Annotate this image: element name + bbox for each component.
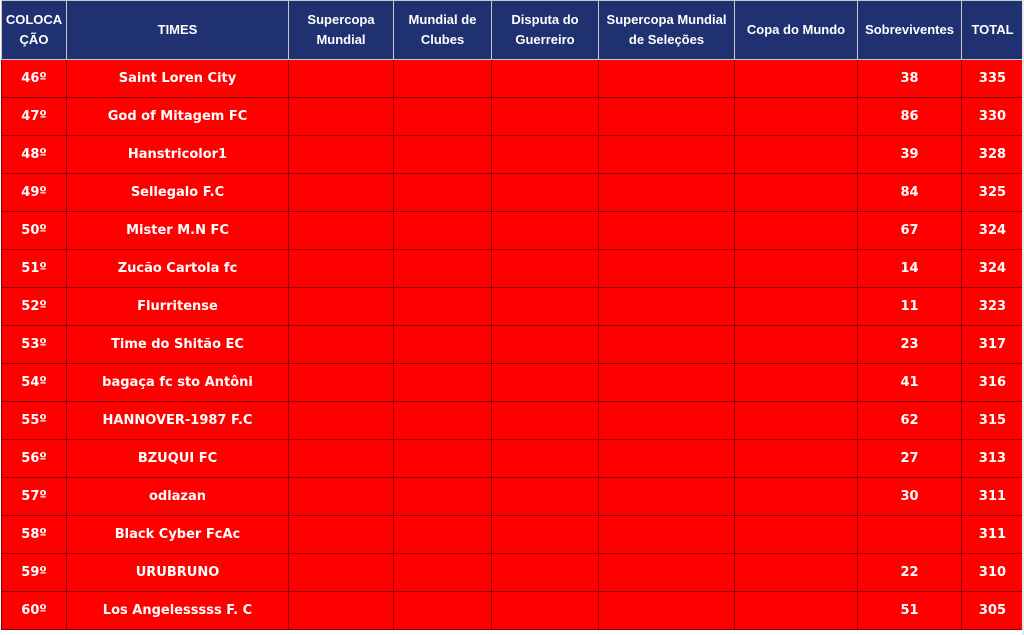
mundial-clubes-cell <box>394 440 492 478</box>
disputa-guerreiro-cell <box>492 136 599 174</box>
supercopa-mundial-cell <box>289 174 394 212</box>
mundial-clubes-cell <box>394 288 492 326</box>
copa-mundo-cell <box>735 174 858 212</box>
supercopa-selecoes-cell <box>599 98 735 136</box>
team-name-cell: Hanstricolor1 <box>67 136 289 174</box>
mundial-clubes-cell <box>394 250 492 288</box>
total-cell: 313 <box>962 440 1024 478</box>
disputa-guerreiro-cell <box>492 402 599 440</box>
disputa-guerreiro-cell <box>492 592 599 630</box>
supercopa-mundial-cell <box>289 478 394 516</box>
header-mundial-clubes: Mundial de Clubes <box>394 1 492 60</box>
total-cell: 317 <box>962 326 1024 364</box>
supercopa-mundial-cell <box>289 136 394 174</box>
table-row <box>2 516 1024 554</box>
header-sobreviventes: Sobreviventes <box>858 1 962 60</box>
supercopa-mundial-cell <box>289 98 394 136</box>
team-name-cell: URUBRUNO <box>67 554 289 592</box>
total-cell: 325 <box>962 174 1024 212</box>
copa-mundo-cell <box>735 136 858 174</box>
total-cell: 305 <box>962 592 1024 630</box>
mundial-clubes-cell <box>394 60 492 98</box>
disputa-guerreiro-cell <box>492 478 599 516</box>
mundial-clubes-cell <box>394 98 492 136</box>
supercopa-selecoes-cell <box>599 326 735 364</box>
total-cell: 311 <box>962 516 1024 554</box>
copa-mundo-cell <box>735 60 858 98</box>
supercopa-selecoes-cell <box>599 516 735 554</box>
header-total: TOTAL <box>962 1 1024 60</box>
copa-mundo-cell <box>735 212 858 250</box>
copa-mundo-cell <box>735 516 858 554</box>
sobreviventes-cell: 30 <box>858 478 962 516</box>
copa-mundo-cell <box>735 326 858 364</box>
position-cell: 55º <box>2 402 67 440</box>
team-name-cell: Zucão Cartola fc <box>67 250 289 288</box>
supercopa-selecoes-cell <box>599 592 735 630</box>
position-cell: 56º <box>2 440 67 478</box>
total-cell: 335 <box>962 60 1024 98</box>
mundial-clubes-cell <box>394 592 492 630</box>
supercopa-selecoes-cell <box>599 212 735 250</box>
supercopa-mundial-cell <box>289 440 394 478</box>
sobreviventes-cell <box>858 516 962 554</box>
team-name-cell: Sellegalo F.C <box>67 174 289 212</box>
supercopa-selecoes-cell <box>599 250 735 288</box>
position-cell: 46º <box>2 60 67 98</box>
copa-mundo-cell <box>735 364 858 402</box>
sobreviventes-cell: 41 <box>858 364 962 402</box>
position-cell: 47º <box>2 98 67 136</box>
disputa-guerreiro-cell <box>492 554 599 592</box>
header-row <box>2 1 1024 60</box>
sobreviventes-cell: 62 <box>858 402 962 440</box>
copa-mundo-cell <box>735 554 858 592</box>
disputa-guerreiro-cell <box>492 250 599 288</box>
disputa-guerreiro-cell <box>492 174 599 212</box>
table-row <box>2 364 1024 402</box>
position-cell: 48º <box>2 136 67 174</box>
supercopa-mundial-cell <box>289 402 394 440</box>
position-cell: 60º <box>2 592 67 630</box>
mundial-clubes-cell <box>394 478 492 516</box>
mundial-clubes-cell <box>394 402 492 440</box>
total-cell: 324 <box>962 250 1024 288</box>
team-name-cell: BZUQUI FC <box>67 440 289 478</box>
mundial-clubes-cell <box>394 364 492 402</box>
supercopa-selecoes-cell <box>599 440 735 478</box>
mundial-clubes-cell <box>394 554 492 592</box>
team-name-cell: HANNOVER-1987 F.C <box>67 402 289 440</box>
supercopa-mundial-cell <box>289 60 394 98</box>
sobreviventes-cell: 14 <box>858 250 962 288</box>
mundial-clubes-cell <box>394 136 492 174</box>
total-cell: 311 <box>962 478 1024 516</box>
disputa-guerreiro-cell <box>492 98 599 136</box>
position-cell: 51º <box>2 250 67 288</box>
supercopa-selecoes-cell <box>599 60 735 98</box>
header-colocacao: COLOCA ÇÃO <box>2 1 67 60</box>
disputa-guerreiro-cell <box>492 326 599 364</box>
team-name-cell: Mister M.N FC <box>67 212 289 250</box>
table-row <box>2 554 1024 592</box>
team-name-cell: odlazan <box>67 478 289 516</box>
table-row <box>2 250 1024 288</box>
position-cell: 52º <box>2 288 67 326</box>
supercopa-mundial-cell <box>289 554 394 592</box>
team-name-cell: Time do Shitão EC <box>67 326 289 364</box>
table-row <box>2 174 1024 212</box>
disputa-guerreiro-cell <box>492 60 599 98</box>
sobreviventes-cell: 39 <box>858 136 962 174</box>
copa-mundo-cell <box>735 250 858 288</box>
supercopa-selecoes-cell <box>599 364 735 402</box>
sobreviventes-cell: 11 <box>858 288 962 326</box>
sobreviventes-cell: 38 <box>858 60 962 98</box>
mundial-clubes-cell <box>394 516 492 554</box>
copa-mundo-cell <box>735 592 858 630</box>
sobreviventes-cell: 23 <box>858 326 962 364</box>
position-cell: 53º <box>2 326 67 364</box>
supercopa-mundial-cell <box>289 516 394 554</box>
header-times: TIMES <box>67 1 289 60</box>
supercopa-mundial-cell <box>289 250 394 288</box>
team-name-cell: Los Angelesssss F. C <box>67 592 289 630</box>
position-cell: 49º <box>2 174 67 212</box>
supercopa-selecoes-cell <box>599 402 735 440</box>
supercopa-selecoes-cell <box>599 174 735 212</box>
disputa-guerreiro-cell <box>492 212 599 250</box>
disputa-guerreiro-cell <box>492 440 599 478</box>
sobreviventes-cell: 27 <box>858 440 962 478</box>
disputa-guerreiro-cell <box>492 516 599 554</box>
supercopa-selecoes-cell <box>599 478 735 516</box>
table-row <box>2 402 1024 440</box>
position-cell: 57º <box>2 478 67 516</box>
supercopa-selecoes-cell <box>599 288 735 326</box>
copa-mundo-cell <box>735 440 858 478</box>
table-row <box>2 98 1024 136</box>
sobreviventes-cell: 84 <box>858 174 962 212</box>
supercopa-mundial-cell <box>289 364 394 402</box>
supercopa-selecoes-cell <box>599 136 735 174</box>
table-row <box>2 440 1024 478</box>
position-cell: 50º <box>2 212 67 250</box>
table-row <box>2 288 1024 326</box>
position-cell: 59º <box>2 554 67 592</box>
mundial-clubes-cell <box>394 212 492 250</box>
disputa-guerreiro-cell <box>492 288 599 326</box>
sobreviventes-cell: 22 <box>858 554 962 592</box>
team-name-cell: Flurritense <box>67 288 289 326</box>
team-name-cell: bagaça fc sto Antôni <box>67 364 289 402</box>
table-row <box>2 592 1024 630</box>
header-supercopa-selecoes: Supercopa Mundial de Seleções <box>599 1 735 60</box>
supercopa-mundial-cell <box>289 326 394 364</box>
total-cell: 310 <box>962 554 1024 592</box>
mundial-clubes-cell <box>394 326 492 364</box>
team-name-cell: God of Mitagem FC <box>67 98 289 136</box>
table-row <box>2 326 1024 364</box>
supercopa-selecoes-cell <box>599 554 735 592</box>
copa-mundo-cell <box>735 288 858 326</box>
supercopa-mundial-cell <box>289 592 394 630</box>
ranking-table <box>1 0 1024 630</box>
header-disputa-guerreiro: Disputa do Guerreiro <box>492 1 599 60</box>
copa-mundo-cell <box>735 402 858 440</box>
copa-mundo-cell <box>735 478 858 516</box>
position-cell: 58º <box>2 516 67 554</box>
header-copa-mundo: Copa do Mundo <box>735 1 858 60</box>
table-row <box>2 478 1024 516</box>
supercopa-mundial-cell <box>289 288 394 326</box>
total-cell: 315 <box>962 402 1024 440</box>
total-cell: 323 <box>962 288 1024 326</box>
total-cell: 324 <box>962 212 1024 250</box>
table-row <box>2 136 1024 174</box>
team-name-cell: Saint Loren City <box>67 60 289 98</box>
sobreviventes-cell: 51 <box>858 592 962 630</box>
team-name-cell: Black Cyber FcAc <box>67 516 289 554</box>
total-cell: 316 <box>962 364 1024 402</box>
header-supercopa-mundial: Supercopa Mundial <box>289 1 394 60</box>
supercopa-mundial-cell <box>289 212 394 250</box>
sobreviventes-cell: 86 <box>858 98 962 136</box>
table-row <box>2 212 1024 250</box>
copa-mundo-cell <box>735 98 858 136</box>
total-cell: 330 <box>962 98 1024 136</box>
disputa-guerreiro-cell <box>492 364 599 402</box>
total-cell: 328 <box>962 136 1024 174</box>
mundial-clubes-cell <box>394 174 492 212</box>
table-row <box>2 60 1024 98</box>
sobreviventes-cell: 67 <box>858 212 962 250</box>
position-cell: 54º <box>2 364 67 402</box>
